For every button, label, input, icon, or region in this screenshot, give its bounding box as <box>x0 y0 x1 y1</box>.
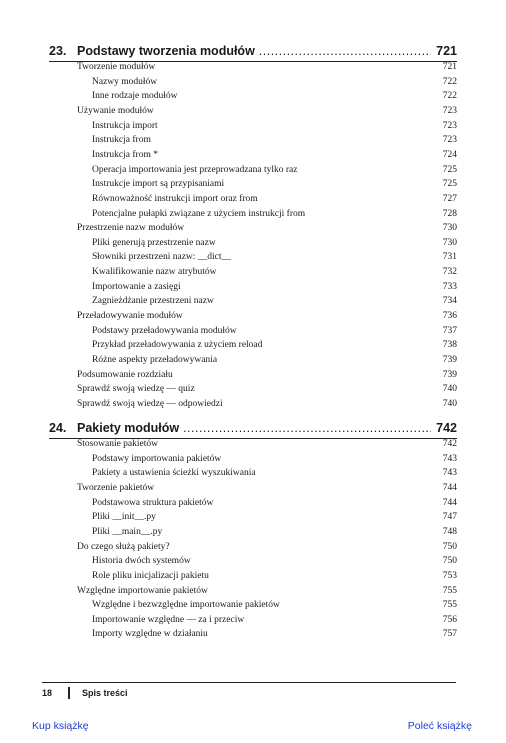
chapter-heading-24 <box>49 419 457 439</box>
toc-entry <box>52 309 457 323</box>
toc-entry-title: Względne importowanie pakietów <box>77 585 208 596</box>
toc-entry <box>52 294 457 308</box>
toc-entry <box>52 250 457 264</box>
toc-entry-page: 723 <box>442 120 457 131</box>
toc-entry-title: Sprawdź swoją wiedzę — quiz <box>77 384 195 395</box>
toc-entry-page: 732 <box>442 267 457 278</box>
toc-entry-title: Pliki generują przestrzenie nazw <box>92 237 216 248</box>
toc-entry-page: 736 <box>442 311 457 322</box>
toc-entry <box>52 510 457 524</box>
toc-entry-page: 743 <box>442 468 457 479</box>
toc-entry <box>52 584 457 598</box>
toc-entry-title: Role pliku inicjalizacji pakietu <box>92 570 209 581</box>
toc-entry <box>52 613 457 627</box>
toc-entry <box>52 382 457 396</box>
toc-entry-title: Stosowanie pakietów <box>77 439 159 449</box>
toc-entry <box>52 554 457 568</box>
toc-entry <box>52 496 457 510</box>
toc-entry <box>52 540 457 554</box>
toc-entry-page: 757 <box>442 629 457 640</box>
toc-entry-page: 756 <box>442 614 457 625</box>
toc-entry-title: Podstawy przeładowywania modułów <box>92 325 237 336</box>
recommend-book-link[interactable]: Poleć książkę <box>407 720 472 732</box>
toc-entry-title: Importy względne w działaniu <box>92 629 208 640</box>
toc-entry-page: 755 <box>442 585 457 596</box>
toc-entry <box>52 452 457 466</box>
chapter-page: 742 <box>436 421 457 435</box>
chapter-heading-23 <box>49 42 457 62</box>
toc-entry-page: 725 <box>442 179 457 190</box>
toc-entry-page: 733 <box>442 281 457 292</box>
toc-entry <box>52 397 457 411</box>
toc-entry <box>52 324 457 338</box>
toc-entry-page: 734 <box>442 296 457 307</box>
toc-entry-title: Kwalifikowanie nazw atrybutów <box>92 267 217 278</box>
footer-divider <box>68 687 70 699</box>
toc-entry-title: Względne i bezwzględne importowanie pakietów <box>92 600 280 611</box>
toc-entry-page: 748 <box>442 526 457 537</box>
toc-entry <box>52 236 457 250</box>
toc-entry <box>52 163 457 177</box>
toc-entry-title: Przykład przeładowywania z użyciem reload <box>92 340 263 351</box>
toc-entry-page: 730 <box>442 237 457 248</box>
toc-entry <box>52 627 457 641</box>
toc-entry-page: 724 <box>442 149 457 160</box>
toc-entry <box>52 75 457 89</box>
toc-entry <box>52 437 457 451</box>
toc-entry-page: 742 <box>442 439 457 449</box>
toc-entry-title: Słowniki przestrzeni nazw: __dict__ <box>92 252 232 263</box>
toc-entry <box>52 177 457 191</box>
toc-entry <box>52 60 457 74</box>
toc-entry-title: Importowanie względne — za i przeciw <box>92 614 245 625</box>
chapter-title: Pakiety modułów ..... <box>77 421 431 435</box>
buy-book-link[interactable]: Kup książkę <box>32 720 89 732</box>
toc-entry-title: Różne aspekty przeładowywania <box>92 355 218 365</box>
toc-entry-page: 737 <box>442 325 457 336</box>
toc-entry-title: Przeładowywanie modułów <box>77 311 183 322</box>
toc-entry-title: Operacja importowania jest przeprowadzana tylko raz <box>92 164 298 175</box>
toc-entry-page: 722 <box>442 76 457 87</box>
toc-entry-page: 731 <box>442 252 457 263</box>
toc-entry-title: Do czego służą pakiety? <box>77 541 170 552</box>
toc-entry <box>52 598 457 612</box>
toc-entry-page: 747 <box>442 512 457 523</box>
toc-entry-page: 755 <box>442 600 457 611</box>
toc-entry-title: Instrukcja from <box>92 135 151 146</box>
toc-entry-page: 744 <box>442 482 457 493</box>
toc-entry <box>52 368 457 382</box>
toc-entry-page: 722 <box>442 91 457 102</box>
toc-entry <box>52 280 457 294</box>
toc-entry-page: 721 <box>442 62 457 72</box>
toc-entry <box>52 119 457 133</box>
chapter-title: Podstawy tworzenia modułów ..... <box>77 44 431 58</box>
toc-entry-title: Inne rodzaje modułów <box>92 91 178 102</box>
chapter-number: 23. <box>49 44 67 58</box>
toc-entry-page: 739 <box>442 355 457 365</box>
toc-entry-page: 750 <box>442 541 457 552</box>
toc-entry-title: Instrukcje import są przypisaniami <box>92 179 225 190</box>
toc-entry-title: Nazwy modułów <box>92 76 158 87</box>
toc-entry-title: Historia dwóch systemów <box>92 556 191 567</box>
toc-entry-title: Instrukcja from * <box>92 149 158 160</box>
toc-entry-page: 743 <box>442 453 457 464</box>
toc-entry <box>52 338 457 352</box>
toc-entry-title: Pliki __main__.py <box>92 526 163 537</box>
toc-entry-page: 750 <box>442 556 457 567</box>
toc-entry-title: Przestrzenie nazw modułów <box>77 223 185 234</box>
toc-entry-title: Sprawdź swoją wiedzę — odpowiedzi <box>77 398 223 409</box>
toc-entry <box>52 569 457 583</box>
toc-entry-page: 728 <box>442 208 457 219</box>
toc-entry <box>52 466 457 480</box>
toc-entry <box>52 525 457 539</box>
toc-entry <box>52 192 457 206</box>
toc-entry-page: 727 <box>442 193 457 204</box>
toc-entry-page: 738 <box>442 340 457 351</box>
toc-entry-page: 730 <box>442 223 457 234</box>
toc-entry-title: Instrukcja import <box>92 120 158 131</box>
toc-entry <box>52 207 457 221</box>
footer-page-number: 18 <box>42 688 53 698</box>
chapter-page: 721 <box>436 44 457 58</box>
toc-entry-page: 740 <box>442 398 457 409</box>
toc-entry-page: 723 <box>442 135 457 146</box>
toc-entry-title: Tworzenie pakietów <box>77 482 155 493</box>
toc-entry-page: 744 <box>442 497 457 508</box>
toc-entry-page: 723 <box>442 105 457 116</box>
toc-entry-title: Pliki __init__.py <box>92 512 156 523</box>
toc-entry <box>52 148 457 162</box>
toc-entry-title: Równoważność instrukcji import oraz from <box>92 193 258 204</box>
toc-entry-title: Używanie modułów <box>77 105 154 116</box>
toc-entry <box>52 104 457 118</box>
chapter-number: 24. <box>49 421 67 435</box>
toc-entry <box>52 353 457 367</box>
toc-entry-page: 725 <box>442 164 457 175</box>
toc-entry-page: 753 <box>442 570 457 581</box>
toc-entry-title: Podstawy importowania pakietów <box>92 453 222 464</box>
toc-entry-title: Zagnieżdżanie przestrzeni nazw <box>92 296 214 307</box>
toc-entry-title: Pakiety a ustawienia ścieżki wyszukiwania <box>92 468 256 479</box>
toc-entry-title: Potencjalne pułapki związane z użyciem instrukcji from <box>92 208 306 219</box>
toc-entry <box>52 481 457 495</box>
toc-entry-title: Podstawowa struktura pakietów <box>92 497 214 508</box>
footer-section-title: Spis treści <box>82 688 128 698</box>
toc-entry-title: Podsumowanie rozdziału <box>77 369 173 380</box>
toc-entry <box>52 265 457 279</box>
toc-entry-page: 739 <box>442 369 457 380</box>
toc-entry <box>52 221 457 235</box>
toc-entry-page: 740 <box>442 384 457 395</box>
page-footer <box>42 682 456 701</box>
toc-entry <box>52 89 457 103</box>
toc-entry <box>52 133 457 147</box>
toc-entry-title: Importowanie a zasięgi <box>92 281 181 292</box>
toc-entry-title: Tworzenie modułów <box>77 62 156 72</box>
